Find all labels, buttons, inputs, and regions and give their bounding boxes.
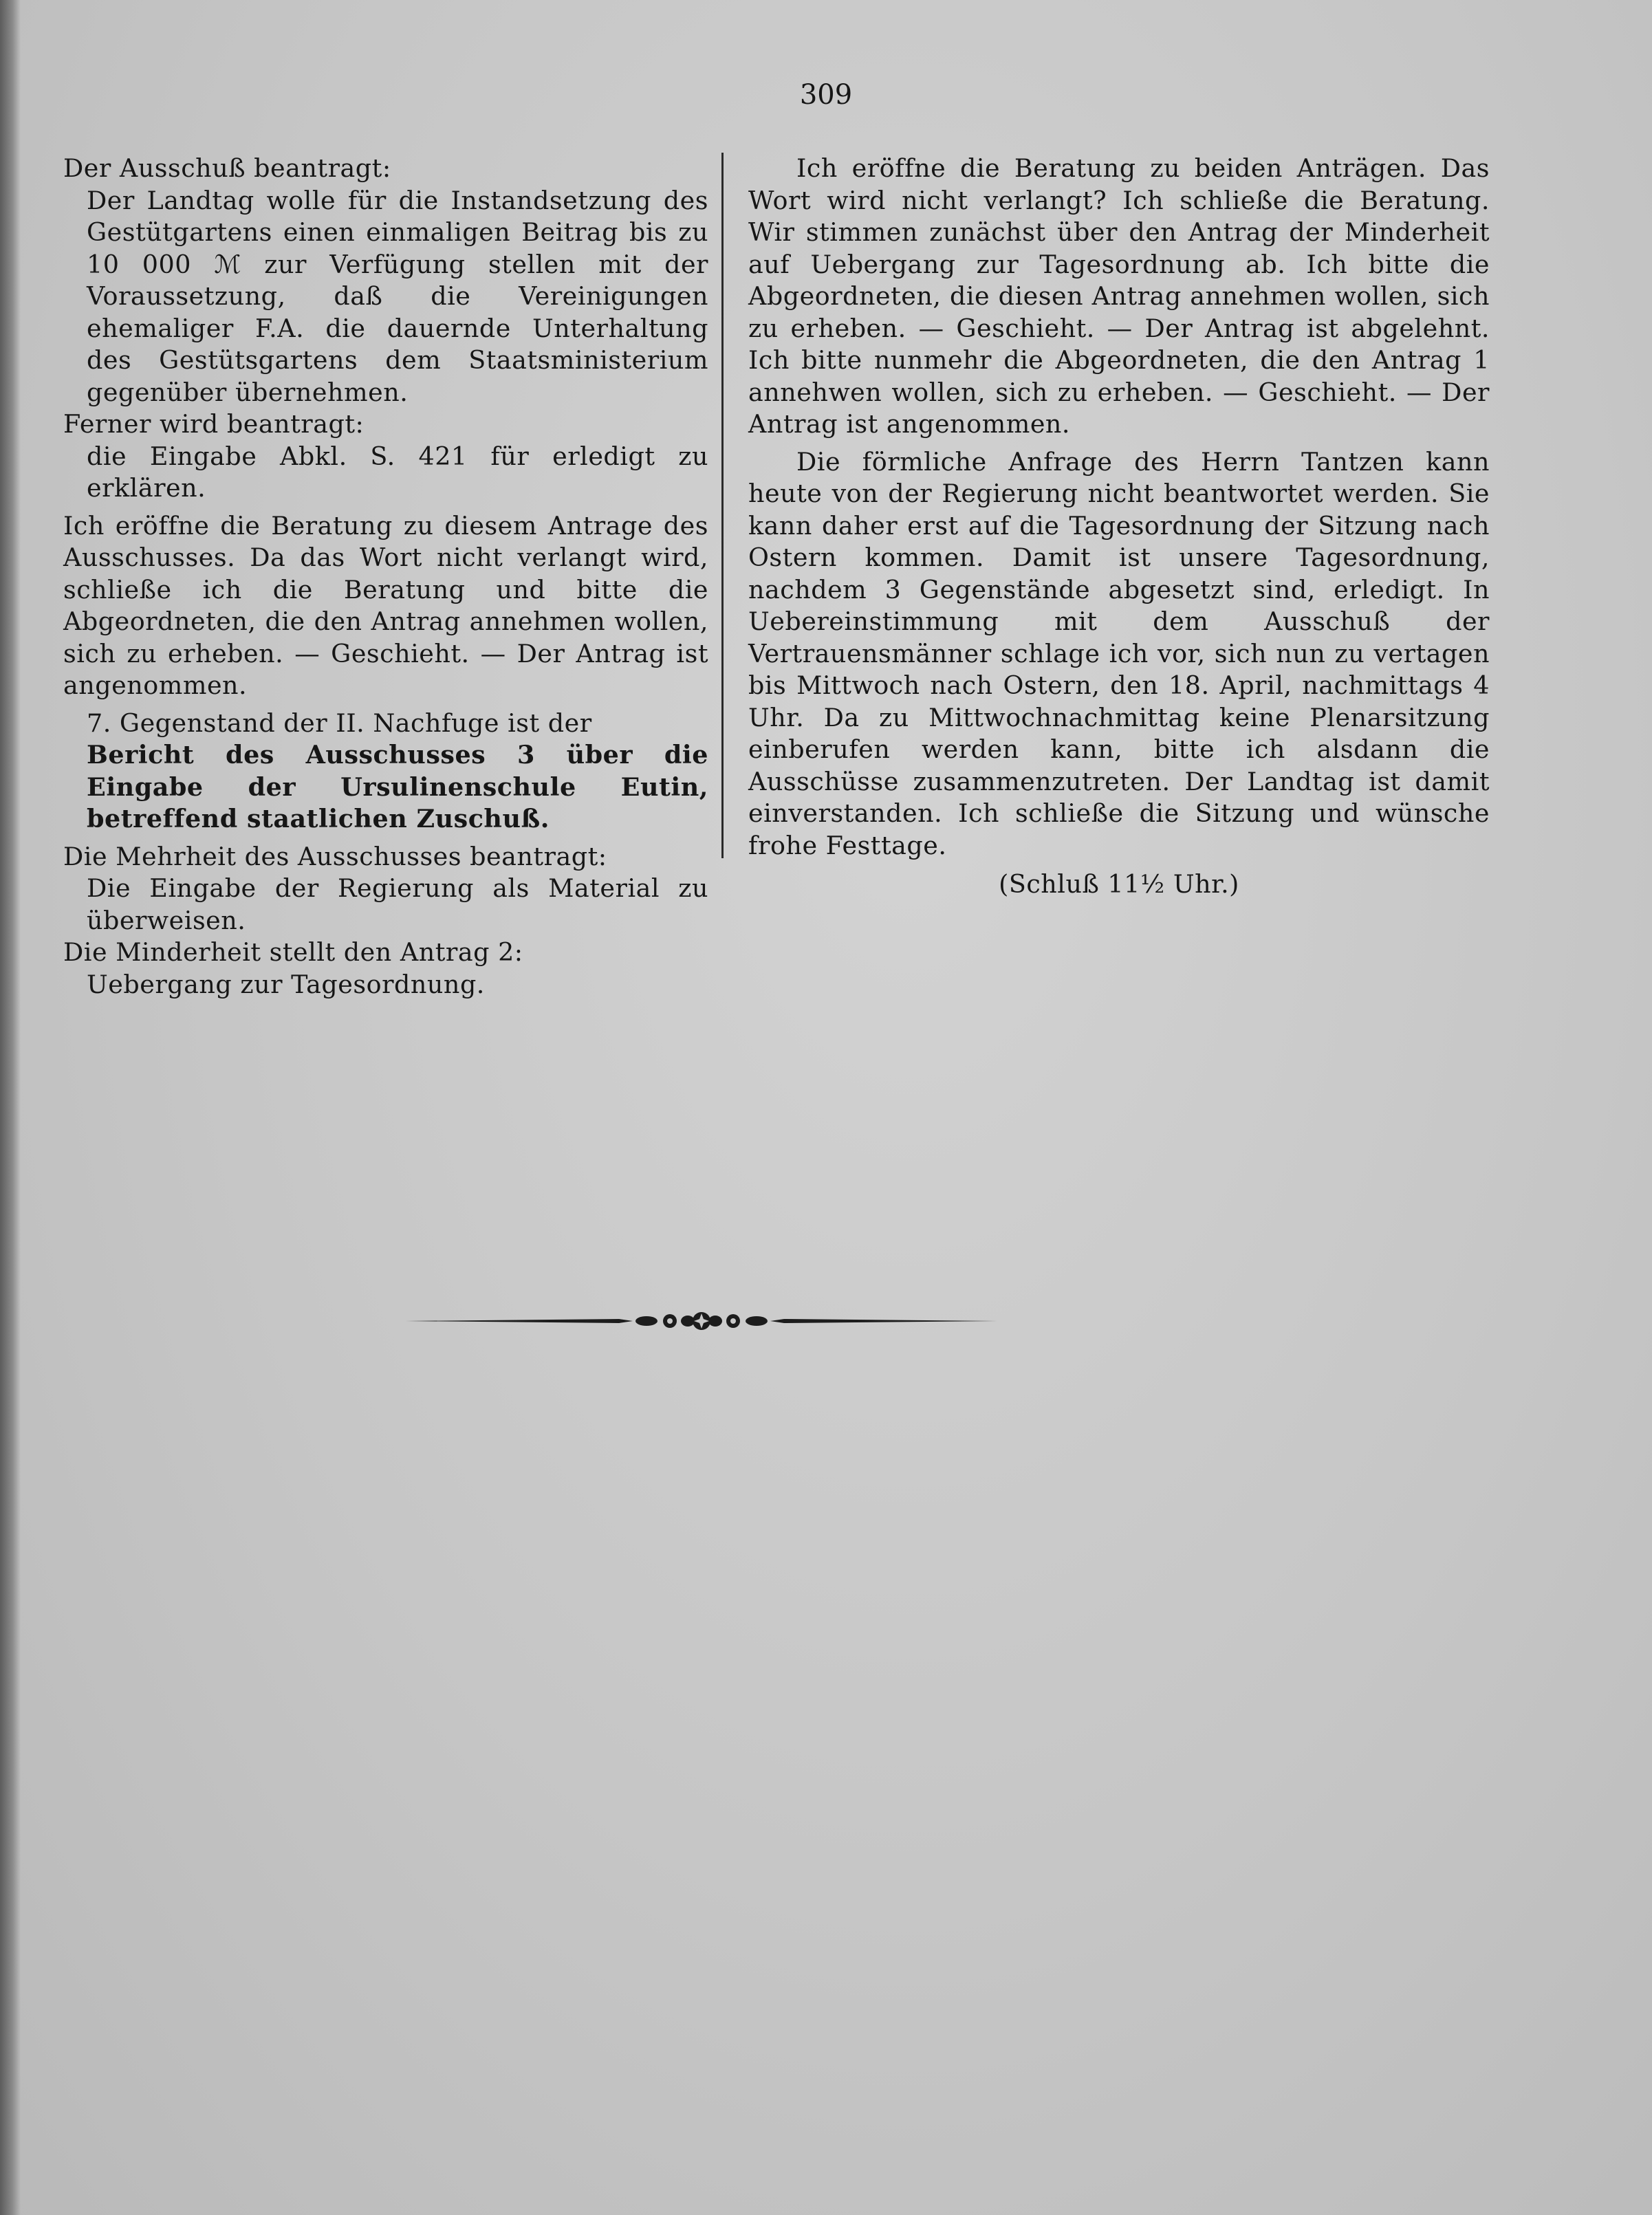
paragraph: Die förmliche Anfrage des Herrn Tantzen kann heute von der Regierung nicht beantwortet werden. Sie kann daher erst auf die Tagesordnung der Sitzung nach Ostern kommen. Damit ist unsere Tagesordnung, nachdem 3 Gegenstände abgesetzt sind, erledigt. In Uebereinstimmung mit dem Ausschuß der Vertrauensmänner schlage ich vor, sich nun zu vertagen bis Mittwoch nach Ostern, den 18. April, nachmittags 4 Uhr. Da zu Mittwochnachmittag keine Plenarsitzung einberufen werden kann, bitte ich alsdann die Ausschüsse zusammenzutreten. Der Landtag ist damit einverstanden. Ich schließe die Sitzung und wünsche frohe Festtage.	[748, 446, 1490, 860]
paragraph: die Eingabe Abkl. S. 421 für erledigt zu erklären.	[87, 441, 708, 503]
column-divider	[721, 153, 724, 858]
paragraph: Die Eingabe der Regierung als Material zu überweisen.	[87, 873, 708, 935]
paragraph: Der Ausschuß beantragt:	[63, 153, 391, 183]
paragraph: Der Landtag wolle für die Instandsetzung des Gestütgartens einen einmaligen Beitrag bis zu 10 000 ℳ zur Verfügung stellen mit der Voraussetzung, daß die Vereinigungen ehemaliger F.A. die dauernde Unterhaltung des Gestütsgartens dem Staatsministerium gegenüber übernehmen.	[87, 185, 708, 407]
paragraph: Ferner wird beantragt:	[63, 409, 365, 439]
page-number: 309	[799, 79, 853, 111]
paragraph: Ich eröffne die Beratung zu beiden Anträgen. Das Wort wird nicht verlangt? Ich schließe die Beratung. Wir stimmen zunächst über den Antrag der Minderheit auf Uebergang zur Tagesordnung ab. Ich bitte die Abgeordneten, die diesen Antrag annehmen wollen, sich zu erheben. — Geschieht. — Der Antrag ist abgelehnt. Ich bitte nunmehr die Abgeordneten, die den Antrag 1 annehwen wollen, sich zu erheben. — Geschieht. — Der Antrag ist angenommen.	[748, 153, 1490, 439]
right-column	[748, 153, 1490, 901]
left-column	[63, 153, 708, 1001]
ornamental-divider	[406, 1304, 997, 1338]
paragraph: Die Minderheit stellt den Antrag 2:	[63, 937, 523, 967]
paragraph: Uebergang zur Tagesordnung.	[87, 969, 485, 999]
report-heading: Bericht des Ausschusses 3 über die Eingabe der Ursulinenschule Eutin, betreffend staatlichen Zuschuß.	[87, 740, 708, 833]
paragraph: 7. Gegenstand der II. Nachfuge ist der	[87, 708, 592, 738]
paragraph: Die Mehrheit des Ausschusses beantragt:	[63, 841, 607, 871]
closing-note: (Schluß 11½ Uhr.)	[999, 869, 1239, 899]
binding-shadow	[0, 0, 21, 2215]
paragraph: Ich eröffne die Beratung zu diesem Antrage des Ausschusses. Da das Wort nicht verlangt wird, schließe ich die Beratung und bitte die Abgeordneten, die den Antrag annehmen wollen, sich zu erheben. — Geschieht. — Der Antrag ist angenommen.	[63, 510, 708, 700]
